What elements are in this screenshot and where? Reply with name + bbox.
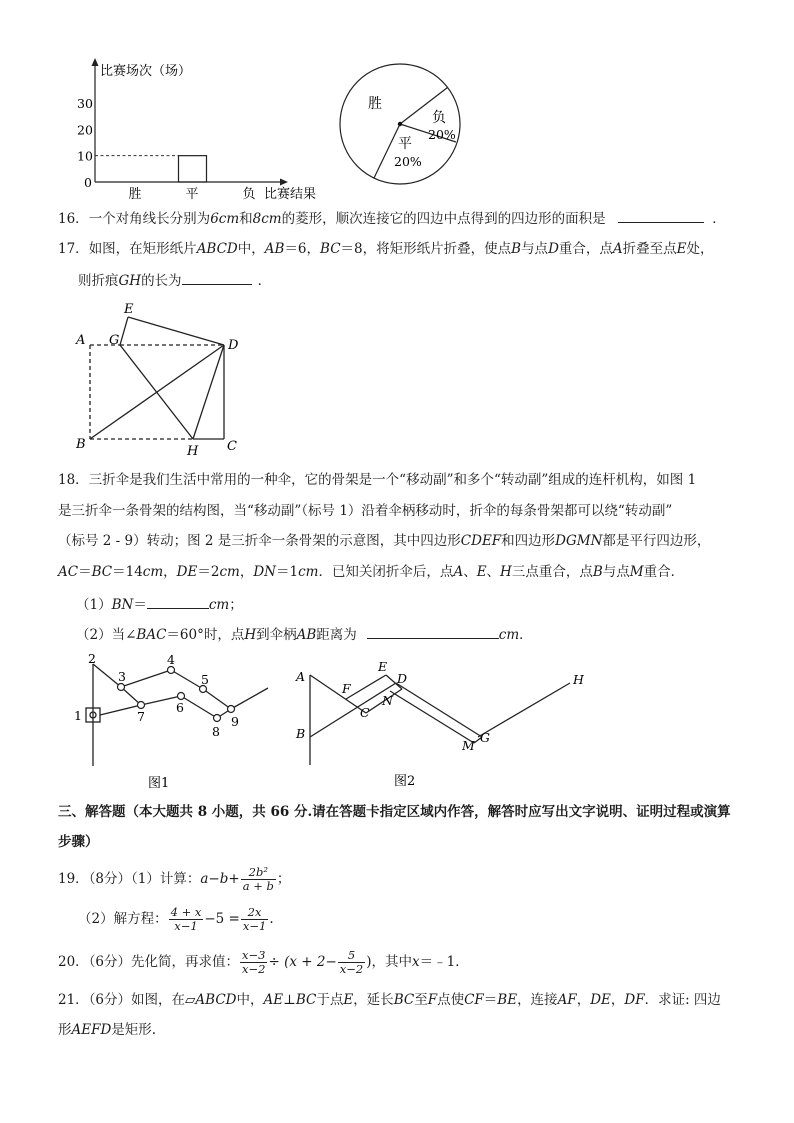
q21-text: （6分）如图，在▱ <box>88 992 196 1008</box>
q21-number: 21． <box>58 992 89 1008</box>
q17-text: 重合，点 <box>558 241 613 257</box>
fig2-label-c: C <box>360 705 370 720</box>
question-21-line1 <box>58 990 721 1010</box>
q18-sub2-answer-blank[interactable] <box>367 624 499 639</box>
q21-text: 点使 <box>437 992 465 1008</box>
q18-var: B <box>592 564 603 580</box>
fig1-label-6: 6 <box>176 700 184 715</box>
q16-value: 6cm <box>210 211 240 227</box>
fig1-label-4: 4 <box>167 652 175 667</box>
question-18-line2 <box>58 501 672 521</box>
fig1-link <box>121 670 171 687</box>
q18-text: ． <box>519 627 533 643</box>
q17-edge-ed <box>128 317 224 345</box>
q17-label-e: E <box>124 302 134 317</box>
q21-text: 形 <box>58 1022 72 1038</box>
section-3-heading: 步骤） <box>58 834 99 850</box>
q17-text: 折叠至点 <box>622 241 677 257</box>
q18-text: ， <box>239 564 254 580</box>
fig2-label-h: H <box>573 672 584 687</box>
q18-text: 三折伞是我们生活中常用的一种伞，它的骨架是一个“移动副”和多个“转动副”组成的连杆机构，如图 1 <box>88 472 697 488</box>
x-category-label: 平 <box>185 187 199 202</box>
q16-text: 和 <box>239 211 253 227</box>
question-20 <box>58 945 469 979</box>
q18-text: ＝60°时，点 <box>166 627 245 643</box>
fraction-numerator: 2b² <box>241 866 276 880</box>
y-tick-label: 30 <box>77 96 93 111</box>
q20-fraction-1 <box>240 949 267 976</box>
q18-text: 是三折伞一条骨架的结构图，当“移动副”（标号 1）沿着伞柄移动时，折伞的每条骨架都可以绕“转动副” <box>58 503 673 519</box>
q18-var: H <box>500 564 512 580</box>
q21-text: 中， <box>236 992 264 1008</box>
question-18-sub1 <box>76 594 243 615</box>
fig2-rib-gh <box>478 683 570 737</box>
fig1-label-8: 8 <box>212 724 220 739</box>
q20-var: x <box>412 954 420 970</box>
q18-var: DN <box>253 564 276 580</box>
q18-text: 、 <box>463 564 477 580</box>
fig1-label-3: 3 <box>118 669 126 684</box>
q18-text: ＝14 <box>112 564 143 580</box>
q19-text: . <box>269 911 274 927</box>
q21-var: BC <box>393 992 415 1008</box>
fig2-label-n: N <box>382 693 393 708</box>
q17-text: 的长为 <box>141 273 182 289</box>
q17-text: ＝8，将矩形纸片折叠，使点 <box>340 241 512 257</box>
bar <box>179 156 207 182</box>
fig2-edge-fe <box>346 675 386 699</box>
fraction-denominator: x−1 <box>174 919 198 933</box>
q19-number: 19． <box>58 871 89 887</box>
q17-label-b: B <box>76 437 86 452</box>
question-16 <box>58 208 726 229</box>
q21-var: ABCD <box>195 992 237 1008</box>
fig1-joint-7 <box>138 702 145 709</box>
q21-var: BC <box>295 992 317 1008</box>
chart-title: 比赛场次（场） <box>100 64 192 79</box>
question-18-line3 <box>58 531 710 551</box>
q17-edge-eg <box>120 317 128 345</box>
q19-fraction-3 <box>241 906 268 933</box>
q21-text: 是矩形. <box>111 1022 157 1038</box>
fig2-label-b: B <box>296 726 306 741</box>
question-18-line4 <box>58 562 684 582</box>
fig1-link <box>231 688 268 709</box>
bar-chart <box>60 55 340 205</box>
question-19-part1 <box>58 862 290 896</box>
pie-center <box>398 122 402 126</box>
fraction-denominator: x−1 <box>242 919 267 933</box>
pie-slice-edge <box>374 124 400 178</box>
q18-text: 、 <box>486 564 501 580</box>
fraction-denominator: x−2 <box>242 962 266 976</box>
pie-label-draw: 平 <box>398 136 412 152</box>
x-category-label: 负 <box>242 187 256 202</box>
q18-unit: cm <box>298 564 319 580</box>
q17-number: 17． <box>58 241 89 257</box>
fig1-joint-4 <box>168 667 175 674</box>
q17-var: GH <box>118 273 142 289</box>
q20-fraction-2 <box>338 949 365 976</box>
q18-text: 到伞柄 <box>256 627 297 643</box>
q16-value: 8cm <box>252 211 282 227</box>
fraction-numerator: 2x <box>241 906 268 920</box>
q18-text: ．已知关闭折伞后，点 <box>318 564 454 580</box>
question-19-part2 <box>78 902 274 936</box>
x-axis-label: 比赛结果 <box>264 187 317 202</box>
q17-edge-hd <box>193 345 224 439</box>
q17-var: BC <box>320 241 341 257</box>
q18-var: DGMN <box>555 533 603 549</box>
q21-text: ．求证: 四边 <box>644 992 721 1008</box>
pie-pct-lose: 20% <box>428 127 456 142</box>
pie-label-lose: 负 <box>432 110 446 126</box>
y-tick-label: 10 <box>77 148 93 164</box>
q21-var: F <box>427 992 438 1008</box>
fig1-link <box>141 696 181 705</box>
fig1-label-1: 1 <box>74 708 82 723</box>
q17-text: ＝6， <box>284 241 321 257</box>
fraction-denominator: a + b <box>242 879 274 893</box>
q17-var: D <box>548 241 559 257</box>
fraction-denominator: x−2 <box>339 962 364 976</box>
fig1-joint-8 <box>214 715 221 722</box>
q17-text: 处， <box>686 241 714 257</box>
q21-text: 至 <box>414 992 428 1008</box>
fig2-caption: 图2 <box>394 774 416 789</box>
q21-text: ，连接 <box>517 992 558 1008</box>
fig1-link <box>171 670 203 689</box>
q17-figure <box>70 298 250 458</box>
fig2-label-m: M <box>462 738 475 753</box>
q17-var: ABCD <box>196 241 238 257</box>
q17-text: 与点 <box>521 241 549 257</box>
q18-unit: cm <box>208 597 230 613</box>
q18-text: 距离为 <box>316 627 357 643</box>
fig2-label-f: F <box>342 681 351 696</box>
pie-label-win: 胜 <box>368 96 382 112</box>
q18-figure-2 <box>290 655 600 795</box>
q16-text: 的菱形，顺次连接它的四边中点得到的四边形的面积是 <box>281 211 606 227</box>
q16-end: ． <box>712 211 726 227</box>
fig2-strut-bd <box>310 683 396 737</box>
q18-text: ， <box>163 564 177 580</box>
q17-var: B <box>511 241 522 257</box>
q18-text: ＝2 <box>197 564 220 580</box>
q18-text: ＝ <box>78 564 92 580</box>
fraction-numerator: x−3 <box>242 948 266 962</box>
fig2-label-g: G <box>480 730 490 745</box>
q19-text: ； <box>276 871 291 887</box>
q18-text: ＝ <box>133 597 147 613</box>
q17-text: 如图，在矩形纸片 <box>88 241 197 257</box>
q17-text: 中， <box>237 241 265 257</box>
q17-var: A <box>612 241 623 257</box>
q21-var: E <box>343 992 354 1008</box>
q18-sub1-answer-blank[interactable] <box>147 594 209 609</box>
q21-var: BE <box>497 992 518 1008</box>
q18-unit: cm <box>219 564 240 580</box>
q21-var: AE <box>263 992 284 1008</box>
q18-text: （标号 2 - 9）转动；图 2 是三折伞一条骨架的示意图，其中四边形 <box>58 533 461 549</box>
fig2-label-e: E <box>378 659 388 674</box>
fig1-link <box>93 664 121 687</box>
fig2-label-a: A <box>296 669 306 684</box>
q18-figure-1 <box>68 650 278 795</box>
question-18-line1 <box>58 470 696 490</box>
q16-text: 一个对角线长分别为 <box>88 211 211 227</box>
q18-text: （2）当∠ <box>76 627 137 643</box>
q19-fraction-2 <box>169 906 204 933</box>
q18-var: CDEF <box>460 533 502 549</box>
q21-text: ， <box>610 992 625 1008</box>
q19-text: （8分）（1）计算： <box>88 871 201 887</box>
q17-text: 则折痕 <box>78 273 119 289</box>
q17-end: ． <box>257 273 272 289</box>
fig1-label-2: 2 <box>88 651 96 666</box>
fig1-link <box>100 705 141 715</box>
q18-unit: cm <box>142 564 164 580</box>
q18-var: BN <box>111 597 134 613</box>
q18-text: 都是平行四边形， <box>602 533 711 549</box>
y-axis-arrow <box>92 58 99 66</box>
fraction-numerator: 5 <box>338 949 365 963</box>
q18-text: 重合． <box>643 564 685 580</box>
fig1-joint-6 <box>178 693 185 700</box>
q18-text: ； <box>229 597 243 613</box>
q18-var: AC <box>58 564 79 580</box>
question-18-sub2 <box>76 624 533 645</box>
q21-text: ⊥ <box>283 992 296 1008</box>
q20-text: )，其中 <box>366 954 412 970</box>
fig2-edge-dg <box>396 683 482 737</box>
q17-var: E <box>676 241 687 257</box>
q17-label-h: H <box>187 444 199 458</box>
q20-expr: ÷ (x + 2− <box>268 954 337 970</box>
pie-pct-draw: 20% <box>394 154 422 169</box>
question-17-line1 <box>58 239 714 259</box>
q21-text: ，延长 <box>353 992 394 1008</box>
pie-chart <box>334 62 464 192</box>
section-3-heading: 三、解答题（本大题共 8 小题，共 66 分.请在答题卡指定区域内作答，解答时应写出文字说明、证明过程或演算 <box>58 804 731 820</box>
q18-var: BC <box>91 564 113 580</box>
q18-unit: cm <box>498 627 520 643</box>
q21-var: AEFD <box>71 1022 112 1038</box>
q21-text: ＝ <box>483 992 498 1008</box>
q21-text: ， <box>576 992 591 1008</box>
y-tick-label: 0 <box>84 175 92 190</box>
q18-text: （1） <box>76 597 112 613</box>
q20-text: ＝﹣1． <box>419 954 469 970</box>
q18-var: E <box>476 564 487 580</box>
fig2-edge-nm <box>390 691 474 743</box>
q18-var: A <box>453 564 464 580</box>
q20-number: 20． <box>58 954 89 970</box>
q18-var: AB <box>296 627 317 643</box>
q16-answer-blank[interactable] <box>618 208 704 223</box>
fig2-label-d: D <box>397 671 408 686</box>
x-axis-arrow <box>280 179 288 186</box>
q21-var: AF <box>557 992 577 1008</box>
q18-number: 18． <box>58 472 89 488</box>
q17-var: AB <box>264 241 285 257</box>
q17-label-c: C <box>227 439 237 454</box>
section-3-heading-line2 <box>58 832 99 852</box>
q21-var: DF <box>624 992 645 1008</box>
fig1-label-9: 9 <box>231 714 239 729</box>
q16-number: 16． <box>58 211 89 227</box>
fig1-link <box>181 696 217 718</box>
q18-text: 三点重合，点 <box>511 564 593 580</box>
fig1-joint-3 <box>118 684 125 691</box>
q17-label-a: A <box>76 333 86 348</box>
q19-fraction-1 <box>241 866 276 893</box>
question-17-line2 <box>78 270 271 291</box>
fig1-joint-9 <box>228 706 235 713</box>
q20-text: （6分）先化简，再求值： <box>88 954 240 970</box>
x-category-label: 胜 <box>128 187 142 202</box>
q18-text: 和四边形 <box>501 533 556 549</box>
q18-var: BAC <box>136 627 167 643</box>
fraction-numerator: 4 + x <box>170 905 202 919</box>
y-tick-label: 20 <box>77 122 93 138</box>
q18-text: 与点 <box>602 564 630 580</box>
q18-var: M <box>629 564 644 580</box>
q21-text: 于点 <box>316 992 344 1008</box>
q21-var: DE <box>590 992 611 1008</box>
fig1-label-5: 5 <box>201 672 209 687</box>
q19-expr: −5 = <box>204 911 240 927</box>
q18-var: H <box>244 627 257 643</box>
q17-answer-blank[interactable] <box>182 270 252 285</box>
fig1-link <box>203 689 231 709</box>
fig1-caption: 图1 <box>148 776 170 791</box>
section-3-heading-line1 <box>58 802 731 822</box>
q19-expr: a−b+ <box>200 871 240 887</box>
q17-diag-bd <box>90 345 224 439</box>
q17-label-d: D <box>228 338 239 353</box>
q17-label-g: G <box>109 333 120 348</box>
fig1-label-7: 7 <box>137 709 145 724</box>
q19-text: （2）解方程： <box>78 911 168 927</box>
q18-text: ＝1 <box>275 564 299 580</box>
q18-var: DE <box>176 564 198 580</box>
question-21-line2 <box>58 1020 156 1040</box>
q21-var: CF <box>464 992 484 1008</box>
